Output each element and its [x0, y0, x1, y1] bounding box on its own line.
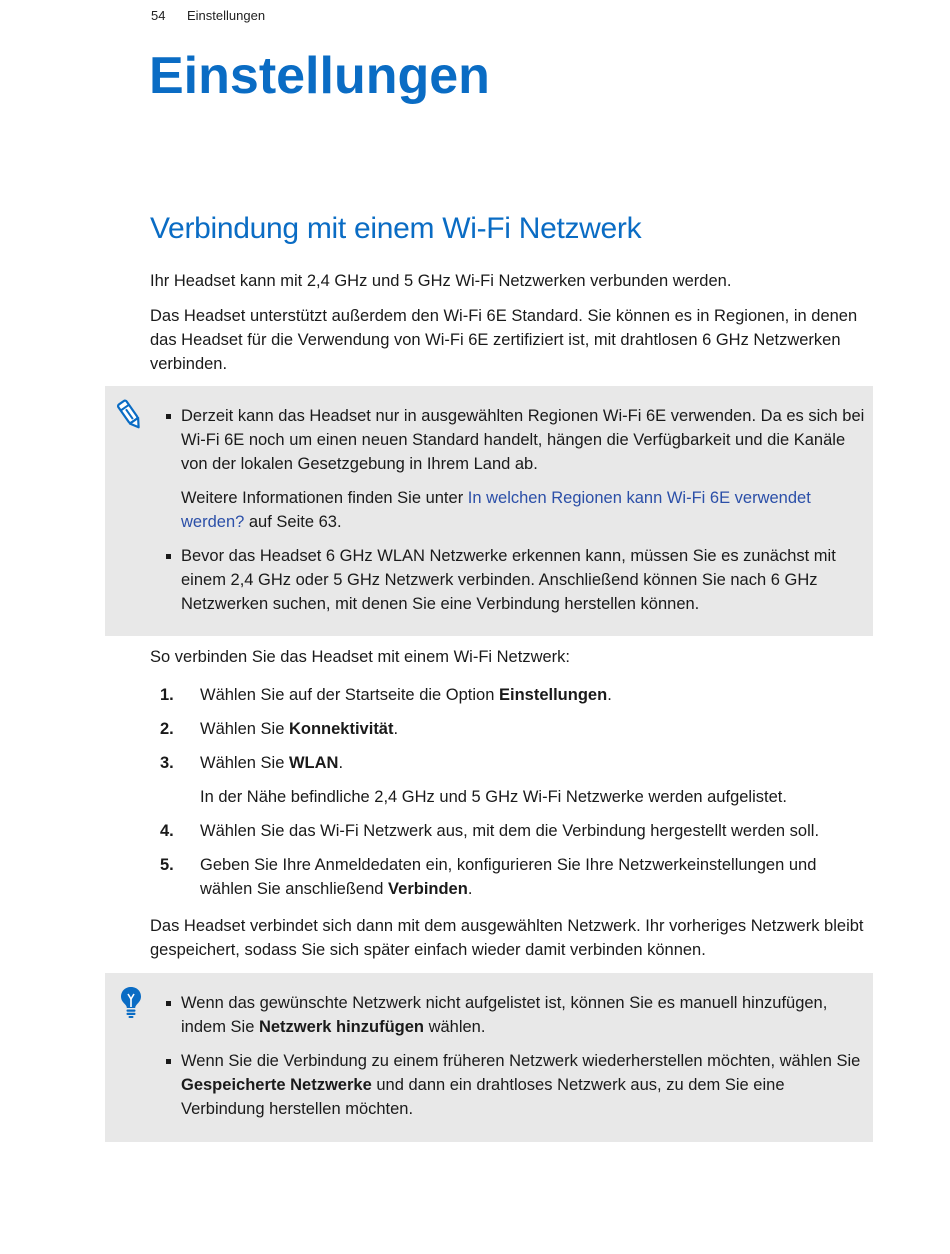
step-ui-term: Konnektivität: [288, 720, 394, 738]
tip-text: wählen.: [423, 1018, 486, 1036]
note-item-1-text: Derzeit kann das Headset nur in ausgewählten Regionen Wi-Fi 6E verwenden. Da es sich bei Wi-Fi 6E noch um einen neuen Standard handelt, hängen die Verfügbarkeit und die Kanäle von der lokalen Gesetzgebung in Ihrem Land ab.: [181, 407, 865, 473]
bullet-icon: [166, 1001, 171, 1006]
step-text: Wählen Sie auf der Startseite die Option: [200, 686, 499, 704]
tip-item: [105, 991, 873, 1039]
step-punct: .: [607, 686, 612, 704]
step-result-text: In der Nähe befindliche 2,4 GHz und 5 GHz Wi-Fi Netzwerke werden aufgelistet.: [200, 788, 787, 806]
page-title: Einstellungen: [149, 47, 490, 105]
intro-paragraph-1: Ihr Headset kann mit 2,4 GHz und 5 GHz Wi-Fi Netzwerken verbunden werden.: [150, 272, 732, 290]
step-number: 5.: [160, 856, 174, 874]
steps-intro: So verbinden Sie das Headset mit einem Wi-Fi Netzwerk:: [150, 648, 570, 666]
note-box: [105, 386, 873, 636]
step-5: [150, 853, 870, 901]
step-ui-term: Verbinden: [388, 880, 468, 898]
step-3: [150, 751, 870, 775]
tip-item: [105, 1049, 873, 1121]
section-heading: Verbindung mit einem Wi-Fi Netzwerk: [150, 212, 642, 245]
tip-item-2-text: [181, 1049, 867, 1121]
tip-text: Wenn das gewünschte Netzwerk nicht aufgelistet ist, können Sie es manuell hinzufügen, indem Sie: [181, 994, 828, 1036]
intro-paragraph-2: Das Headset unterstützt außerdem den Wi-Fi 6E Standard. Sie können es in Regionen, in denen das Headset für die Verwendung von Wi-Fi 6E zertifiziert ist, mit drahtlosen 6 GHz Netzwerken verbinden.: [150, 307, 858, 373]
step-punct: .: [393, 720, 399, 738]
running-header: [151, 8, 265, 23]
region-link[interactable]: In welchen Regionen kann Wi-Fi 6E verwendet werden?: [181, 489, 811, 531]
step-3-result: [150, 785, 870, 809]
tip-text: und dann ein drahtloses Netzwerk aus, zu dem Sie eine Verbindung herstellen möchten.: [181, 1076, 785, 1118]
step-1: [150, 683, 870, 707]
step-text: Wählen Sie: [200, 720, 289, 738]
step-number: 2.: [160, 720, 174, 738]
step-number: 3.: [160, 754, 174, 772]
tip-ui-term: Netzwerk hinzufügen: [258, 1018, 424, 1036]
note-item: [105, 404, 873, 534]
bullet-icon: [166, 554, 171, 559]
tip-text: Wenn Sie die Verbindung zu einem früheren Netzwerk wiederherstellen möchten, wählen Sie: [181, 1052, 861, 1070]
more-info-suffix: auf Seite 63.: [244, 513, 342, 531]
note-item-2-text: Bevor das Headset 6 GHz WLAN Netzwerke erkennen kann, müssen Sie es zunächst mit einem 2,4 GHz oder 5 GHz Netzwerk verbinden. Anschließend können Sie nach 6 GHz Netzwerken suchen, mit denen Sie eine Verbindung herstellen können.: [181, 547, 836, 613]
tip-box: [105, 973, 873, 1142]
after-steps-paragraph: Das Headset verbindet sich dann mit dem ausgewählten Netzwerk. Ihr vorheriges Netzwerk bleibt gespeichert, sodass Sie sich später einfach wieder damit verbinden können.: [150, 917, 864, 959]
note-item: [105, 544, 873, 616]
bullet-icon: [166, 1059, 171, 1064]
step-number: 1.: [160, 686, 174, 704]
header-section: Einstellungen: [187, 8, 266, 23]
step-punct: .: [338, 754, 344, 772]
step-text: Geben Sie Ihre Anmeldedaten ein, konfigurieren Sie Ihre Netzwerkeinstellungen und wählen Sie anschließend: [200, 856, 817, 898]
note-more-info: [181, 486, 867, 534]
tip-ui-term: Gespeicherte Netzwerke: [181, 1076, 372, 1094]
step-ui-term: Einstellungen: [499, 686, 608, 704]
steps-list: [150, 683, 870, 901]
bullet-icon: [166, 414, 171, 419]
more-info-prefix: Weitere Informationen finden Sie unter: [181, 489, 468, 507]
step-text: Wählen Sie: [200, 754, 289, 772]
tip-item-1-text: [181, 991, 867, 1039]
step-ui-term: WLAN: [288, 754, 339, 772]
step-number: 4.: [160, 822, 174, 840]
step-2: [150, 717, 870, 741]
step-4: [150, 819, 870, 843]
step-text: Wählen Sie das Wi-Fi Netzwerk aus, mit dem die Verbindung hergestellt werden soll.: [200, 822, 820, 840]
step-punct: .: [467, 880, 473, 898]
page-number: 54: [151, 8, 166, 23]
